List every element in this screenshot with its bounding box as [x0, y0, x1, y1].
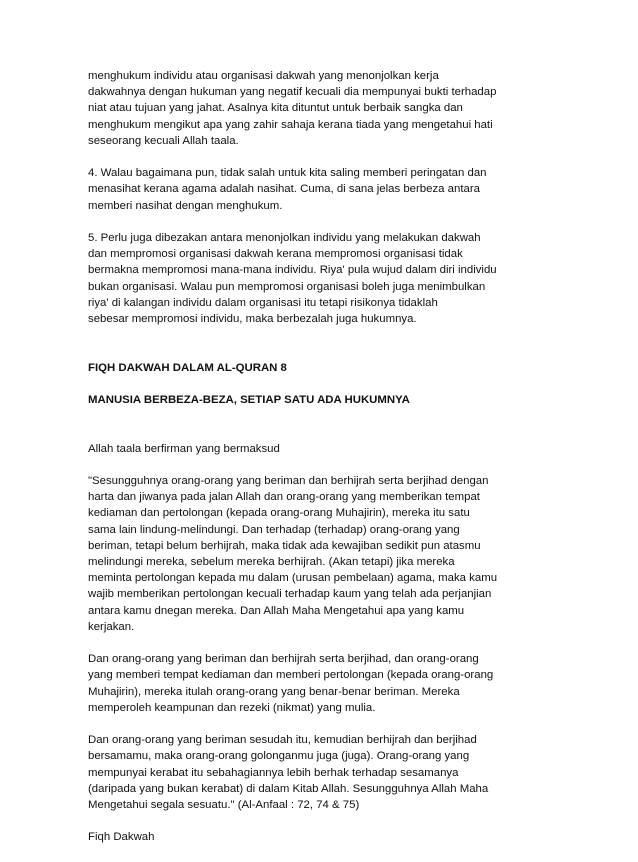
footer-label: Fiqh Dakwah	[88, 831, 155, 844]
quote-intro: Allah taala berfirman yang bermaksud	[88, 442, 280, 455]
document-page	[88, 68, 558, 862]
section-heading-subtitle: MANUSIA BERBEZA-BEZA, SETIAP SATU ADA HUKUMNYA	[88, 394, 410, 407]
quote-paragraph-1: "Sesungguhnya orang-orang yang beriman dan berhijrah serta berjihad dengan harta dan jiwanya pada jalan Allah dan orang-orang yang memberikan tempat kediaman dan pertolongan (kepada orang-orang Muhajirin), mereka itu satu sama lain lindung-melindungi. Dan terhadap (terhadap) orang-orang yang beriman, tetapi belum berhijrah, maka tidak ada kewajiban sedikit pun atasmu melindungi mereka, sebelum mereka berhijrah. (Akan tetapi) jika mereka meminta pertolongan kepada mu dalam (urusan pembelaan) agama, maka kamu wajib memberikan pertolongan kecuali terhadap kaum yang telah ada perjanjian antara kamu dnegan mereka. Dan Allah Maha Mengetahui apa yang kamu kerjakan.	[88, 475, 498, 633]
paragraph-point-5: 5. Perlu juga dibezakan antara menonjolkan individu yang melakukan dakwah dan mempromosi organisasi dakwah kerana mempromosi organisasi tidak bermakna mempromosi mana-mana individu. Riya' pula wujud dalam diri individu bukan organisasi. Walau pun mempromosi organisasi boleh juga menimbulkan riya' di kalangan individu dalam organisasi itu tetapi risikonya tidaklah sebesar mempromosi individu, maka berbezalah juga hukumnya.	[88, 232, 497, 326]
paragraph-judging-intentions: menghukum individu atau organisasi dakwah yang menonjolkan kerja dakwahnya dengan hukuman yang negatif kecuali dia mempunyai bukti terhadap niat atau tujuan yang jahat. Asalnya kita dituntut untuk berbaik sangka dan menghukum mengikut apa yang zahir sahaja kerana tiada yang mengetahui hati seseorang kecuali Allah taala.	[88, 70, 497, 147]
quote-paragraph-2: Dan orang-orang yang beriman dan berhijrah serta berjihad, dan orang-orang yang memberi tempat kediaman dan memberi pertolongan (kepada orang-orang Muhajirin), mereka itulah orang-orang yang benar-benar beriman. Mereka memperoleh keampunan dan rezeki (nikmat) yang mulia.	[88, 653, 494, 714]
paragraph-point-4: 4. Walau bagaimana pun, tidak salah untuk kita saling memberi peringatan dan menasihat kerana agama adalah nasihat. Cuma, di sana jelas berbeza antara memberi nasihat dengan menghukum.	[88, 167, 487, 212]
quote-paragraph-3: Dan orang-orang yang beriman sesudah itu, kemudian berhijrah dan berjihad bersamamu, maka orang-orang golonganmu juga (juga). Orang-orang yang mempunyai kerabat itu sebahagiannya lebih berhak terhadap sesamanya (daripada yang bukan kerabat) di dalam Kitab Allah. Sesungguhnya Allah Maha Mengetahui segala sesuatu." (Al-Anfaal : 72, 74 & 75)	[88, 734, 489, 812]
section-heading-title: FIQH DAKWAH DALAM AL-QURAN 8	[88, 361, 287, 374]
section-heading	[88, 343, 558, 424]
